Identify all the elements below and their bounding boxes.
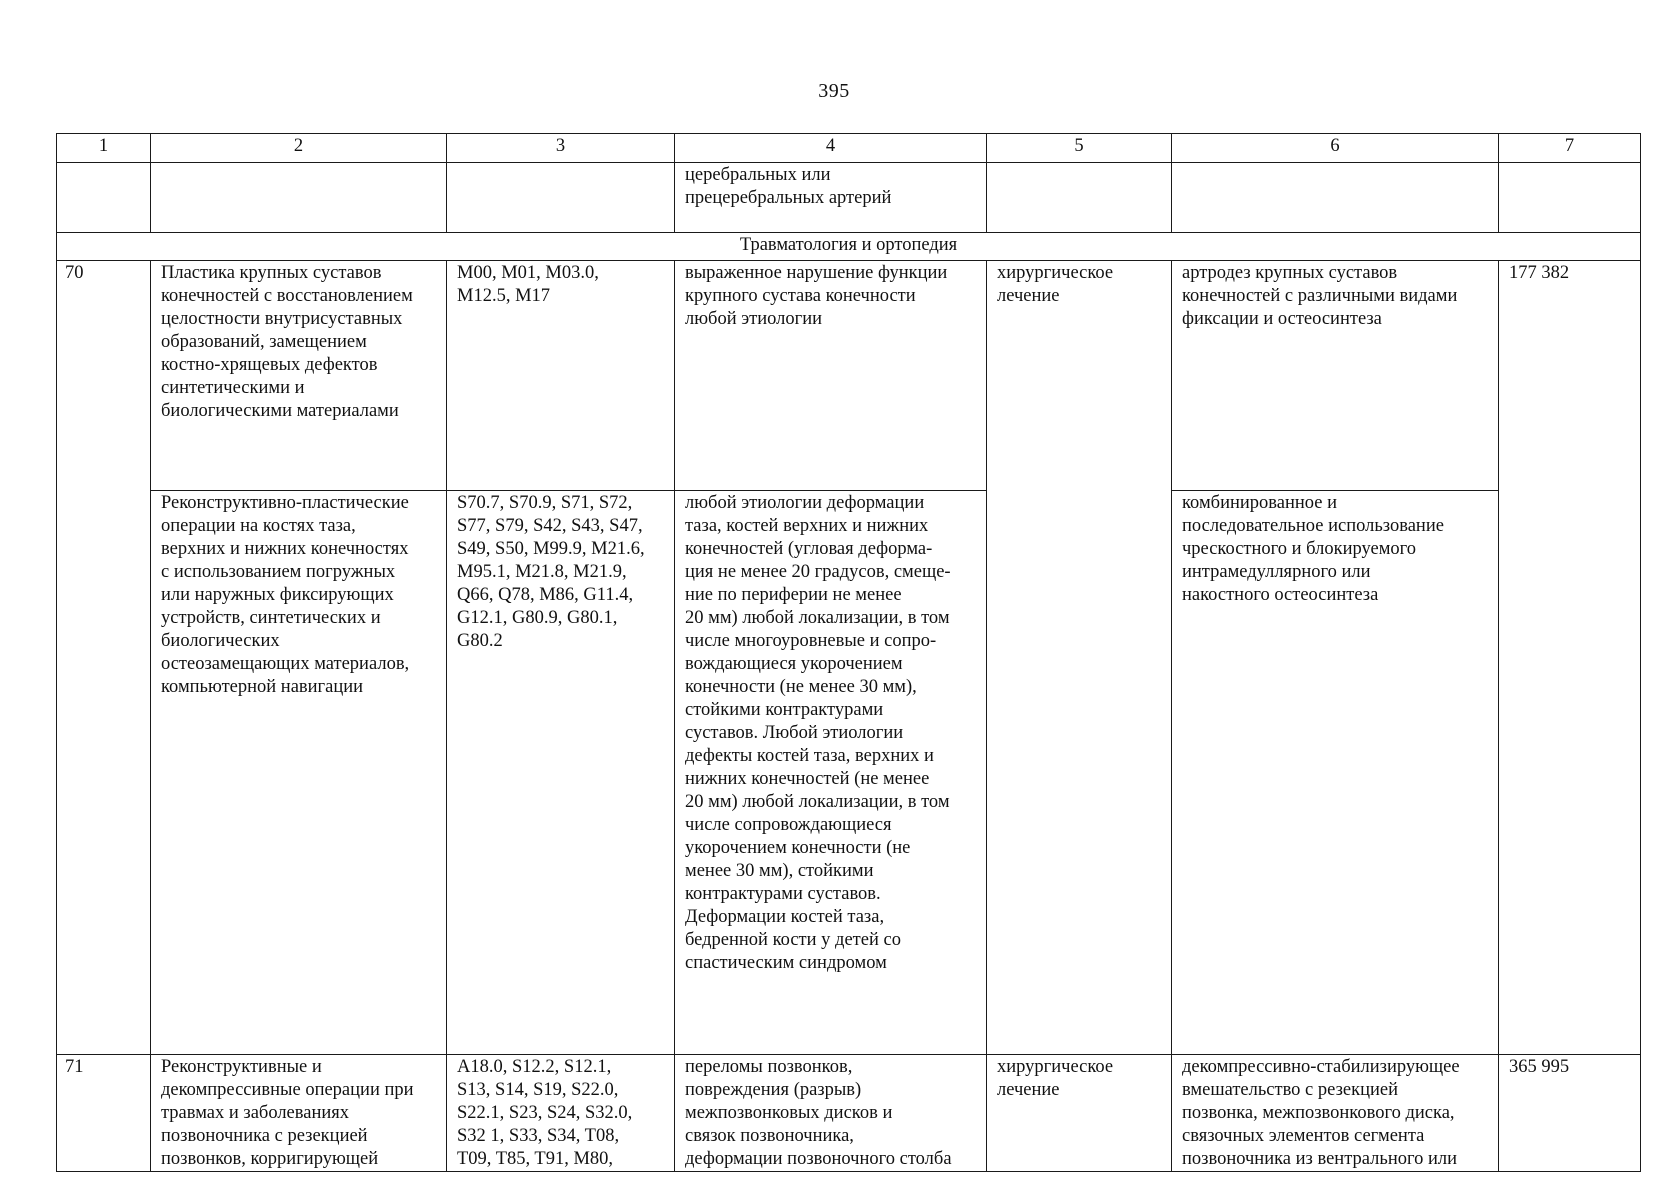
treatment-type-cell <box>987 261 1172 1055</box>
column-header: 3 <box>447 134 675 163</box>
patient-model: любой этиологии деформации таза, костей верхних и нижних конечностей (угловая деформа- ция не менее 20 градусов, смеще- ние по периферии не менее 20 мм) любой локализации, в том числе многоуровневые и сопро- вождающиеся укорочением конечности (не менее 30 мм), стойкими контрактурами суставов. Любой этиологии дефекты костей таза, верхних и нижних конечностей (не менее 20 мм) любой локализации, в том числе сопровождающиеся укорочением конечности (не менее 30 мм), стойкими контрактурами суставов. Деформации костей таза, бедренной кости у детей со спастическим синдромом <box>685 493 951 973</box>
table-cell <box>447 163 675 233</box>
section-heading-row <box>57 233 1641 261</box>
column-header: 5 <box>987 134 1172 163</box>
treatment-method: декомпрессивно-стабилизирующее вмешательство с резекцией позвонка, межпозвонкового диска, связочных элементов сегмента позвоночника из вентрального или <box>1182 1057 1460 1169</box>
section-title: Травматология и ортопедия <box>57 233 1641 261</box>
cost-cell <box>1499 1055 1641 1172</box>
procedure-name: Пластика крупных суставов конечностей с восстановлением целостности внутрисуставных образований, замещением костно-хрящевых дефектов синтетическими и биологическими материалами <box>161 263 413 421</box>
treatment-type: хирургическое лечение <box>997 263 1114 306</box>
table-row <box>57 261 1641 491</box>
icd-codes-cell <box>447 1055 675 1172</box>
table-cell <box>675 163 987 233</box>
table-row <box>57 491 1641 1055</box>
column-header: 6 <box>1172 134 1499 163</box>
treatment-method: артродез крупных суставов конечностей с различными видами фиксации и остеосинтеза <box>1182 263 1458 329</box>
icd-codes-cell <box>447 491 675 1055</box>
page-number: 395 <box>818 80 850 102</box>
column-header: 7 <box>1499 134 1641 163</box>
column-number-row <box>57 134 1641 163</box>
column-header: 1 <box>57 134 151 163</box>
treatment-method: комбинированное и последовательное использование чрескостного и блокируемого интрамедуллярного или накостного остеосинтеза <box>1182 493 1444 605</box>
procedure-name: Реконструктивные и декомпрессивные операции при травмах и заболеваниях позвоночника с резекцией позвонков, корригирующей <box>161 1057 414 1169</box>
patient-model-text: церебральных или прецеребральных артерий <box>685 165 892 208</box>
method-cell <box>1172 1055 1499 1172</box>
continuation-row <box>57 163 1641 233</box>
procedure-name: Реконструктивно-пластические операции на костях таза, верхних и нижних конечностях с использованием погружных или наружных фиксирующих устройств, синтетических и биологических остеозамещающих материалов, компьютерной навигации <box>161 493 410 697</box>
procedures-table <box>56 133 1641 1172</box>
table-cell <box>1499 163 1641 233</box>
icd-codes-cell <box>447 261 675 491</box>
method-cell <box>1172 261 1499 491</box>
table-cell <box>57 163 151 233</box>
patient-model: выраженное нарушение функции крупного сустава конечности любой этиологии <box>685 263 948 329</box>
cost-value: 365 995 <box>1509 1057 1570 1077</box>
patient-model: переломы позвонков, повреждения (разрыв) межпозвонковых дисков и связок позвоночника, деформации позвоночного столба <box>685 1057 952 1169</box>
cost-value: 177 382 <box>1509 263 1570 283</box>
patient-model-cell <box>675 491 987 1055</box>
table-cell <box>987 163 1172 233</box>
row-number: 70 <box>57 261 151 1055</box>
icd-codes: A18.0, S12.2, S12.1, S13, S14, S19, S22.0, S22.1, S23, S24, S32.0, S32 1, S33, S34, T08, T09, T85, T91, M80, <box>457 1057 633 1169</box>
procedure-name-cell <box>151 261 447 491</box>
column-header: 4 <box>675 134 987 163</box>
method-cell <box>1172 491 1499 1055</box>
procedure-name-cell <box>151 1055 447 1172</box>
patient-model-cell <box>675 261 987 491</box>
icd-codes: S70.7, S70.9, S71, S72, S77, S79, S42, S43, S47, S49, S50, M99.9, M21.6, M95.1, M21.8, M21.9, Q66, Q78, M86, G11.4, G12.1, G80.9, G80.1, G80.2 <box>457 493 645 651</box>
column-header: 2 <box>151 134 447 163</box>
table-row <box>57 1055 1641 1172</box>
patient-model-cell <box>675 1055 987 1172</box>
treatment-type: хирургическое лечение <box>997 1057 1114 1100</box>
treatment-type-cell <box>987 1055 1172 1172</box>
row-number: 71 <box>57 1055 151 1172</box>
cost-cell <box>1499 261 1641 1055</box>
icd-codes: M00, M01, M03.0, M12.5, M17 <box>457 263 599 306</box>
table-cell <box>1172 163 1499 233</box>
procedure-name-cell <box>151 491 447 1055</box>
table-cell <box>151 163 447 233</box>
